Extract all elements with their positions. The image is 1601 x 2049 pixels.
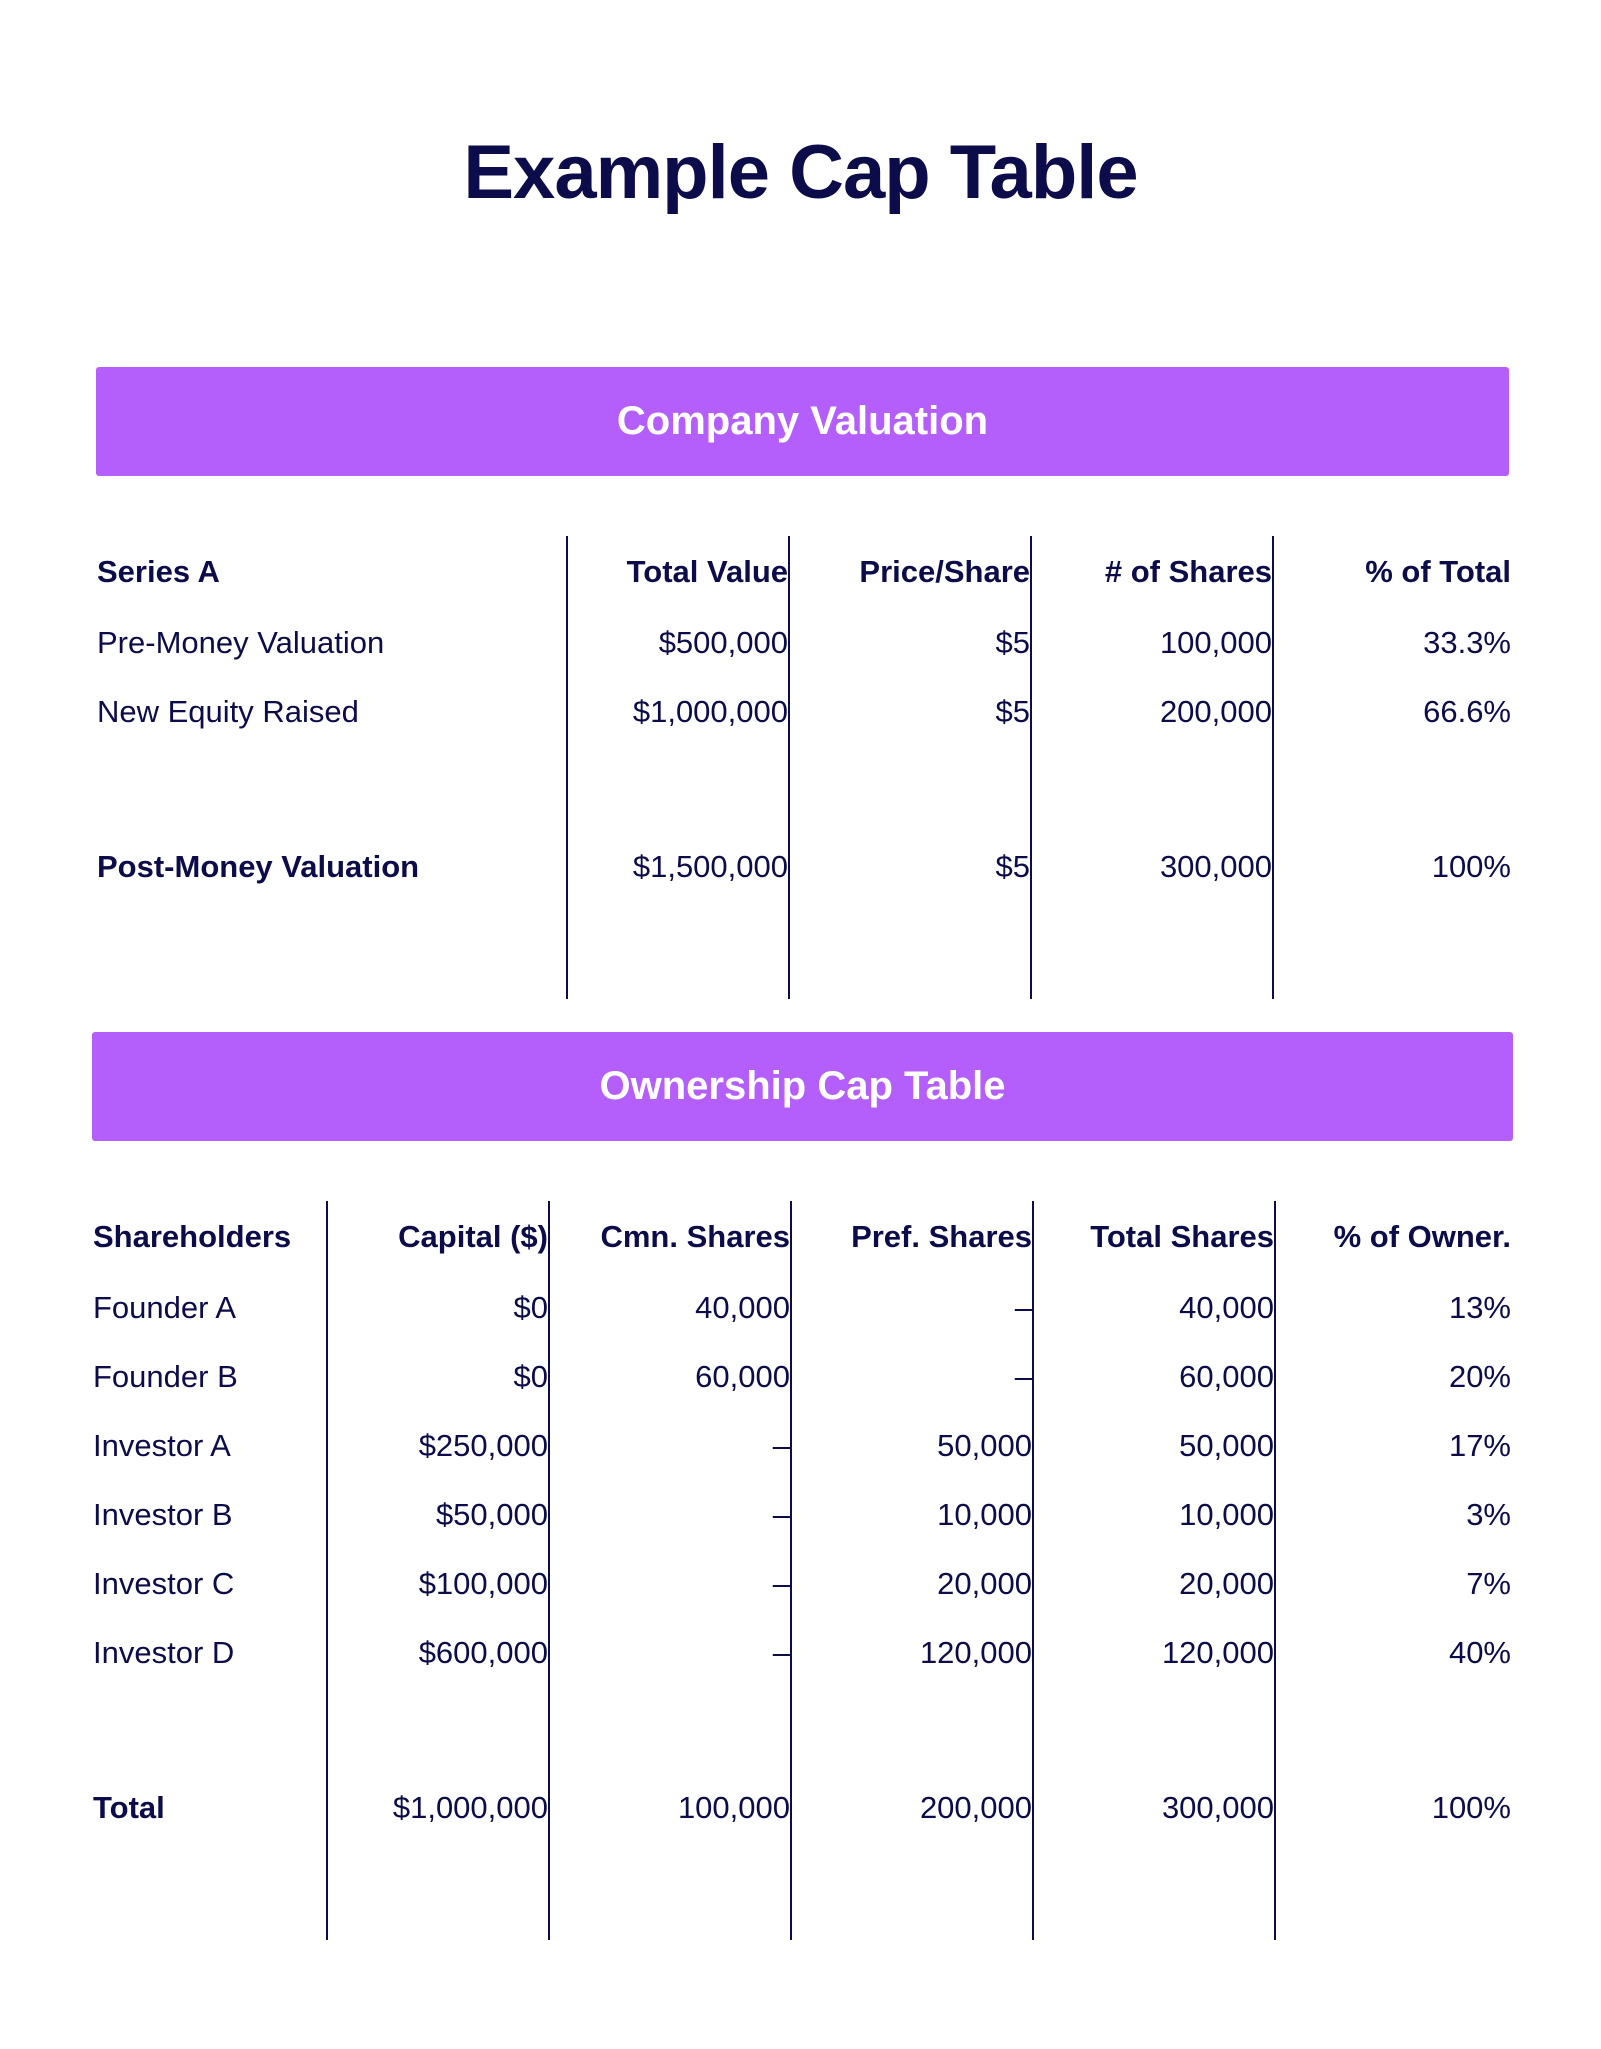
table-cell: 7%	[1275, 1549, 1511, 1618]
total-row	[93, 1773, 1511, 1842]
table-cell: –	[549, 1480, 791, 1549]
table-cell: $1,000,000	[327, 1773, 549, 1842]
column-header: % of Total	[1273, 536, 1511, 608]
spacer-row	[97, 901, 1511, 999]
row-label: Investor D	[93, 1634, 235, 1670]
spacer-row	[93, 1687, 1511, 1773]
table-cell: 66.6%	[1273, 677, 1511, 746]
table-cell: –	[791, 1342, 1033, 1411]
company-valuation-banner: Company Valuation	[96, 367, 1509, 476]
column-header: Cmn. Shares	[549, 1201, 791, 1273]
table-cell: $5	[789, 677, 1031, 746]
table-row	[93, 1549, 1511, 1618]
row-label: Post-Money Valuation	[97, 848, 420, 884]
ownership-cap-table	[93, 1201, 1511, 1940]
ownership-cap-table-banner: Ownership Cap Table	[92, 1032, 1513, 1141]
table-cell: $1,000,000	[567, 677, 789, 746]
table-header-row	[97, 536, 1511, 608]
row-label: Pre-Money Valuation	[97, 624, 385, 660]
row-label: Investor C	[93, 1565, 235, 1601]
table-cell: $500,000	[567, 608, 789, 677]
table-cell: 40%	[1275, 1618, 1511, 1687]
table-cell: 40,000	[549, 1273, 791, 1342]
table-row	[93, 1618, 1511, 1687]
table-cell: 100%	[1273, 832, 1511, 901]
table-cell: $0	[327, 1273, 549, 1342]
table-cell: 20,000	[791, 1549, 1033, 1618]
table-cell: 200,000	[791, 1773, 1033, 1842]
column-header: Total Shares	[1033, 1201, 1275, 1273]
table-cell: 100,000	[549, 1773, 791, 1842]
table-cell: $600,000	[327, 1618, 549, 1687]
row-label: Founder B	[93, 1358, 238, 1394]
table-cell: 300,000	[1031, 832, 1273, 901]
table-cell: 10,000	[791, 1480, 1033, 1549]
table-cell: 33.3%	[1273, 608, 1511, 677]
table-cell: 60,000	[549, 1342, 791, 1411]
column-header: Price/Share	[789, 536, 1031, 608]
table-cell: 120,000	[791, 1618, 1033, 1687]
table-cell: 17%	[1275, 1411, 1511, 1480]
table-row	[93, 1342, 1511, 1411]
table-cell: –	[791, 1273, 1033, 1342]
table-cell: 100%	[1275, 1773, 1511, 1842]
table-cell: –	[549, 1618, 791, 1687]
row-label: Founder A	[93, 1289, 237, 1325]
table-row	[93, 1480, 1511, 1549]
table-cell: 3%	[1275, 1480, 1511, 1549]
row-label: Investor B	[93, 1496, 233, 1532]
table-cell: 20%	[1275, 1342, 1511, 1411]
table-cell: 60,000	[1033, 1342, 1275, 1411]
table-cell: 50,000	[791, 1411, 1033, 1480]
table-cell: $5	[789, 832, 1031, 901]
table-cell: $0	[327, 1342, 549, 1411]
table-cell: 100,000	[1031, 608, 1273, 677]
row-label: Total	[93, 1789, 165, 1825]
column-header: % of Owner.	[1275, 1201, 1511, 1273]
column-header: Pref. Shares	[791, 1201, 1033, 1273]
table-cell: –	[549, 1549, 791, 1618]
table-cell: 120,000	[1033, 1618, 1275, 1687]
column-header: Series A	[97, 554, 220, 589]
row-label: New Equity Raised	[97, 693, 359, 729]
column-header: Shareholders	[93, 1219, 292, 1254]
spacer-row	[93, 1842, 1511, 1940]
table-row	[93, 1411, 1511, 1480]
table-cell: 50,000	[1033, 1411, 1275, 1480]
page-title: Example Cap Table	[463, 130, 1138, 215]
table-row	[97, 608, 1511, 677]
column-header: Total Value	[567, 536, 789, 608]
table-cell: $100,000	[327, 1549, 549, 1618]
company-valuation-table	[97, 536, 1511, 999]
table-cell: $1,500,000	[567, 832, 789, 901]
table-cell: $50,000	[327, 1480, 549, 1549]
table-row	[93, 1273, 1511, 1342]
table-cell: 10,000	[1033, 1480, 1275, 1549]
table-cell: 13%	[1275, 1273, 1511, 1342]
table-cell: 300,000	[1033, 1773, 1275, 1842]
total-row	[97, 832, 1511, 901]
table-header-row	[93, 1201, 1511, 1273]
table-cell: –	[549, 1411, 791, 1480]
table-cell: $5	[789, 608, 1031, 677]
table-cell: 40,000	[1033, 1273, 1275, 1342]
spacer-row	[97, 746, 1511, 832]
column-header: Capital ($)	[327, 1201, 549, 1273]
table-cell: $250,000	[327, 1411, 549, 1480]
row-label: Investor A	[93, 1427, 231, 1463]
table-row	[97, 677, 1511, 746]
table-cell: 20,000	[1033, 1549, 1275, 1618]
column-header: # of Shares	[1031, 536, 1273, 608]
table-cell: 200,000	[1031, 677, 1273, 746]
